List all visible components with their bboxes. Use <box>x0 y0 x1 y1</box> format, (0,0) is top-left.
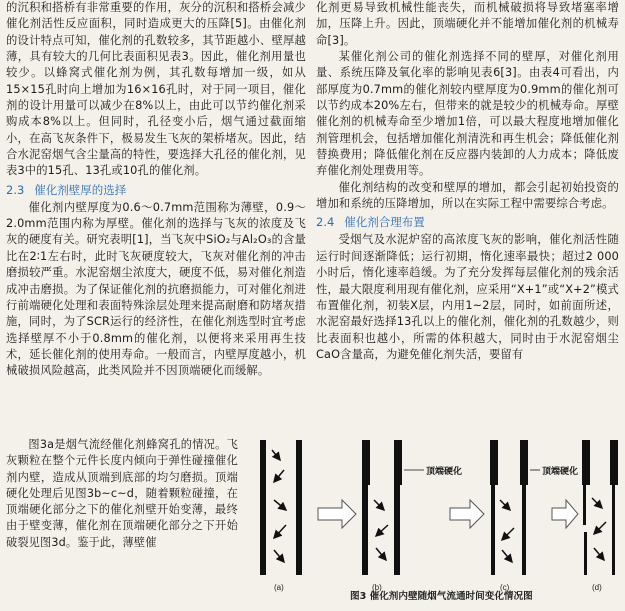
paragraph: 受烟气及水泥炉窑的高浓度飞灰的影响，催化剂活性随运行时间逐渐降低；运行初期，惰化速率最快；超过2 000小时后，惰化速率趋缓。为了充分发挥每层催化剂的残余活性，最大限度利用现有催化剂，应采用“X+1”或“X+2”模式布置催化剂，初装X层，内用1~2层，同时，如前面所述，水泥窑最好选择13孔以上的催化剂，催化剂的孔数越少，则比表面积也越小，所需的体积越大，同时由于水泥窑烟尘CaO含量高，为避免催化剂失活，要留有 <box>316 233 619 361</box>
paragraph: 某催化剂公司的催化剂选择不同的壁厚，对催化剂用量、系统压降及氧化率的影响见表6[3]。由表4可看出，内部厚度为0.7mm的催化剂较内壁厚度为0.9mm的催化剂可以节约成本20%左右，但带来的就是较少的机械寿命。厚壁催化剂的机械寿命至少增加1倍，可以最大程度地增加催化剂管理机会，包括增加催化剂清洗和再生机会；降低催化剂替换费用；降低催化剂在反应器内装卸的人力成本；降低废弃催化剂处理费用等。 <box>316 50 619 178</box>
panel-d <box>582 440 618 592</box>
section-number: 2.4 <box>316 215 335 230</box>
left-column <box>6 0 306 380</box>
transition-arrow <box>450 500 484 528</box>
section-title: 催化剂壁厚的选择 <box>34 182 127 197</box>
paragraph: 催化剂内壁厚度为0.6～0.7mm范围称为薄壁，0.9～2.0mm范围内称为厚壁。催化剂的选择与飞灰的浓度及飞灰的硬度有关。研究表明[1]，当飞灰中SiO₂与Al₂O₃的含量比在2∶1左右时，此时飞灰硬度较大，飞灰对催化剂的冲击磨损较严重。水泥窑烟尘浓度大，硬度不低，易对催化剂造成冲击磨损。为了保证催化剂的抗磨损能力，可对催化剂进行前端硬化处理和表面特殊涂层处理来提高耐磨和防堵灰措施，同时，为了SCR运行的经济性，在催化剂选型时宜考虑选择壁厚不小于0.8mm的催化剂，以便将来采用再生技术，延长催化剂的使用寿命。一般而言，内壁厚度越小，机械破损风险越高，此类风险并不因顶端硬化而缓解。 <box>6 200 306 378</box>
panel-label-b: (b) <box>372 583 382 592</box>
panel-label-c: (c) <box>500 583 510 592</box>
paragraph: 化剂更易导致机械性能丧失，而机械破损将导致堵塞率增加，压降上升。因此，顶端硬化并不能增加催化剂的机械寿命[3]。 <box>316 1 619 47</box>
paragraph: 图3a是烟气流经催化剂蜂窝孔的情况。飞灰颗粒在整个元件长度内倾向于弹性碰撞催化剂内壁，造成从顶端到底部的均匀磨损。顶端硬化处理后见图3b~c~d，随着颗粒碰撞，在顶端硬化部分之下的催化剂壁开始变薄，最终由于壁变薄，催化剂在顶端硬化部分之下开始破裂见图3d。鉴于此，薄壁催 <box>6 438 238 549</box>
panel-label-d: (d) <box>592 583 602 592</box>
paragraph: 的沉积和搭桥有非常重要的作用，灰分的沉积和搭桥会减少催化剂活性反应面积，同时造成更大的压降[5]。由催化剂的设计特点可知，催化剂的孔数较多，其节距越小、壁厚越薄，具有较大的几何比表面积见表3。因此，催化剂用量也较少。以蜂窝式催化剂为例，其孔数每增加一级，如从15×15孔时向上增加为16×16孔时，对于同一项目，催化剂的设计用量可以减少在8%以上，由此可以节约催化剂采购成本8%以上。但同时，孔径变小后，烟气通过截面缩小，在高飞灰条件下，极易发生飞灰的架桥堵灰。因此，结合水泥窑烟气含尘量高的特性，要选择大孔径的催化剂，见表3中的15孔、13孔或10孔的催化剂。 <box>6 1 306 178</box>
section-title: 催化剂合理布置 <box>344 215 425 230</box>
panel-b <box>362 440 462 592</box>
section-heading <box>316 212 619 232</box>
panel-a <box>260 440 302 592</box>
transition-arrow <box>552 500 578 528</box>
hardened-label: 顶端硬化 <box>542 467 579 477</box>
section-number: 2.3 <box>6 182 25 197</box>
paragraph: 催化剂结构的改变和壁厚的增加，都会引起初始投资的增加和系统的压降增加，所以在实际工程中需要综合考虑。 <box>316 180 619 211</box>
figure-wrap-text <box>6 437 238 551</box>
figure-caption: 图3 催化剂内壁随烟气流通时间变化情况图 <box>350 591 533 602</box>
transition-arrow <box>318 500 356 528</box>
panel-label-a: (a) <box>274 583 284 592</box>
right-column <box>316 0 619 363</box>
figure-3 <box>244 430 622 607</box>
section-heading <box>6 180 306 200</box>
figure-illustration <box>244 430 622 607</box>
hardened-label: 顶端硬化 <box>426 467 463 477</box>
